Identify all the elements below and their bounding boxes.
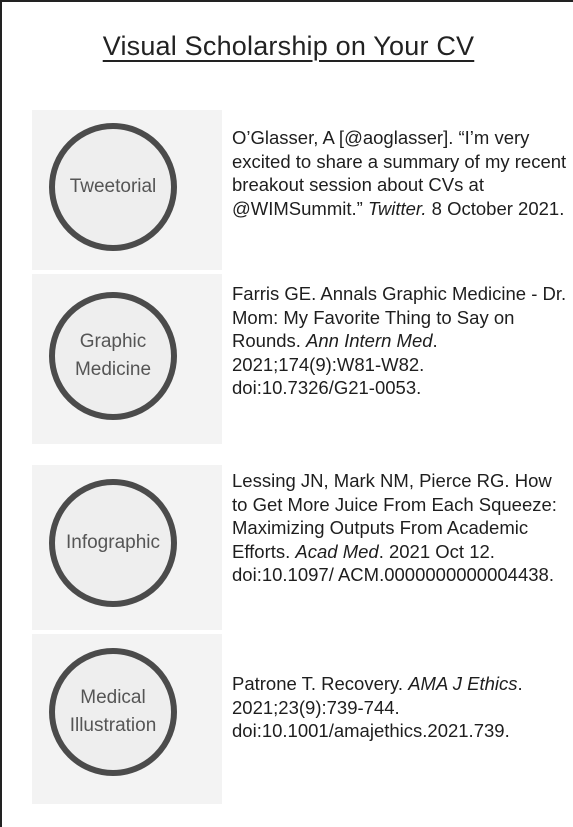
thumbnail-infographic [32, 465, 222, 630]
graphic-medicine-badge [49, 292, 177, 420]
page-title: Visual Scholarship on Your CV [102, 31, 475, 61]
journal-name: Ann Intern Med [306, 330, 433, 351]
infographic-badge [49, 479, 177, 607]
citation-segment: . 2021;23(9):739-744. doi:10.1001/amajethics.2021.739. [232, 673, 523, 741]
citation-segment: 8 October 2021. [426, 197, 565, 219]
journal-name: Acad Med [295, 540, 379, 562]
thumbnail-graphic-medicine [32, 274, 222, 444]
citation-segment: . 2021 Oct 12. doi:10.1097/ ACM.0000000000004438. [232, 540, 554, 585]
thumbnail-tweetorial [32, 110, 222, 270]
cv-entry-infographic [2, 465, 573, 630]
citation-text [232, 672, 572, 743]
badge-label: Tweetorial [69, 176, 157, 197]
badge-label: Infographic [65, 532, 160, 553]
journal-name: AMA J Ethics [408, 673, 518, 694]
citation-segment: Lessing JN, Mark NM, Pierce RG. How to Get More Juice From Each Squeeze: Maximizing Outputs From Academic Efforts. [232, 470, 557, 562]
medical-illustration-badge [49, 648, 177, 776]
citation-text [232, 469, 572, 587]
badge-label: Medical Illustration [69, 687, 157, 736]
citation-segment: Farris GE. Annals Graphic Medicine - Dr. Mom: My Favorite Thing to Say on Rounds. [232, 283, 567, 351]
cv-entry-tweetorial [2, 110, 573, 270]
badge-label: Graphic Medicine [74, 331, 152, 380]
thumbnail-medical-illustration [32, 634, 222, 804]
journal-name: Twitter. [367, 197, 427, 219]
cv-entry-medical-illustration [2, 634, 573, 804]
citation-text [232, 282, 572, 400]
citation-segment: Patrone T. Recovery. [232, 673, 409, 694]
citation-text [232, 126, 572, 220]
citation-segment: O’Glasser, A [@aoglasser]. “I’m very excited to share a summary of my recent breakout session about CVs at @WIMSummit.” [232, 127, 567, 219]
cv-entry-graphic-medicine [2, 274, 573, 444]
tweetorial-badge [49, 123, 177, 251]
citation-segment: . 2021;174(9):W81-W82. doi:10.7326/G21-0053. [232, 330, 438, 398]
